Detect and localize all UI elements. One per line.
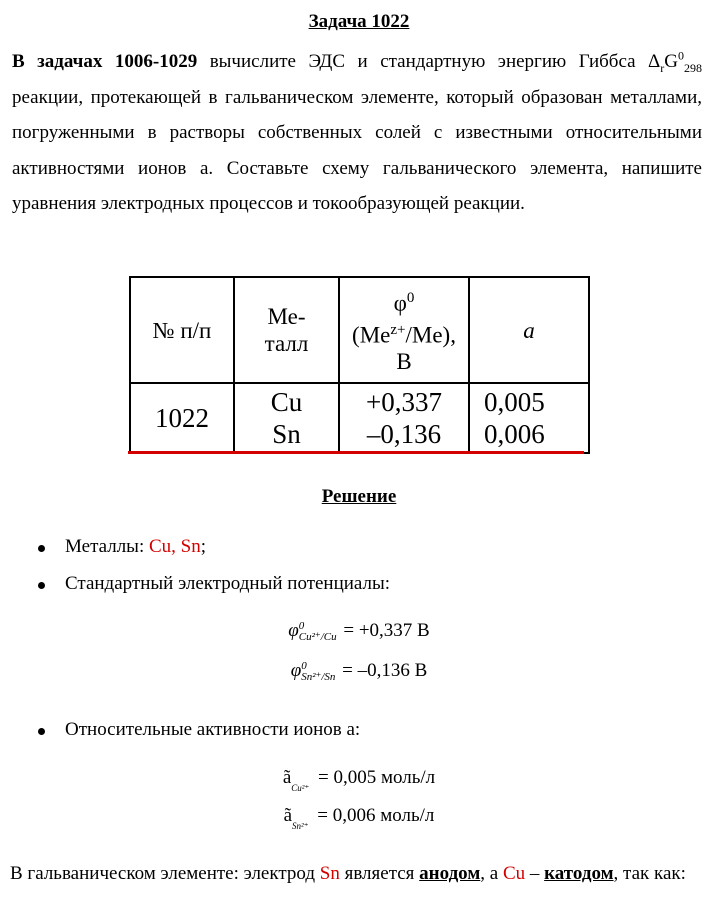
formula-phi-cu <box>0 620 718 643</box>
header-metal-line-1: Ме- <box>267 304 306 329</box>
problem-statement <box>12 44 702 222</box>
phi-cu-value: = +0,337 В <box>338 620 430 641</box>
cell-metal-cu: Cu <box>270 387 303 417</box>
header-phi-unit: В <box>396 349 412 375</box>
a-sn-sub: Sn²⁺ <box>292 821 309 831</box>
a-cu-sub: Cu²⁺ <box>291 783 310 793</box>
metals-end: ; <box>200 536 207 557</box>
conclusion-text-1: В гальваническом элементе: электрод <box>10 863 320 884</box>
cell-metal-sn: Sn <box>272 419 301 449</box>
cell-potentials <box>339 383 469 453</box>
header-phi-line <box>341 285 467 317</box>
solution-title: Решение <box>321 486 397 507</box>
phi-sn-sup: 0 <box>301 659 307 672</box>
header-phi-sup: 0 <box>406 289 415 306</box>
metals-label: Металлы: <box>65 536 149 557</box>
bullet-dot-icon <box>38 545 45 552</box>
gibbs-sub-298: 298 <box>684 60 703 75</box>
potentials-label: Стандартный электродный потенциалы: <box>65 573 391 594</box>
conclusion-text-2: является <box>339 863 420 884</box>
a-cu-symbol: ã <box>282 767 292 788</box>
gibbs-g: G <box>664 51 679 72</box>
phi-cu-sub: Cu²⁺/Cu <box>298 630 337 643</box>
statement-text-2: реакции, протекающей в гальваническом элементе, который образован металлами, погруженными в растворы собственных солей с известными относительными активностями ионов a. Составьте схему гальванического элемента, напишите уравнения электродных процессов и токообразующей реакции. <box>12 86 702 214</box>
formula-a-cu <box>0 767 718 794</box>
header-potential <box>339 277 469 383</box>
phi-sn-symbol: φ <box>290 660 302 681</box>
phi-cu-symbol: φ <box>288 620 299 641</box>
phi-sn-sub: Sn²⁺/Sn <box>301 670 336 683</box>
header-phi-z: z+ <box>390 321 406 338</box>
conclusion-cathode: катодом <box>544 863 614 884</box>
header-metal <box>234 277 339 383</box>
conclusion-text-5: , так как: <box>613 863 686 884</box>
gibbs-sub-r: r <box>660 60 665 75</box>
cell-phi-sn: –0,136 <box>366 419 442 449</box>
conclusion-anode: анодом <box>419 863 481 884</box>
statement-text-1: вычислите ЭДС и стандартную энергию Гиббса Δ <box>197 51 661 72</box>
bullet-dot-icon <box>38 582 45 589</box>
bullet-dot-icon <box>38 728 45 735</box>
cell-a-cu: 0,005 <box>484 387 545 417</box>
header-num: № п/п <box>130 277 234 383</box>
header-activity: a <box>469 277 589 383</box>
formula-phi-sn <box>0 660 718 683</box>
header-phi-me2: /Me), <box>405 322 456 348</box>
header-metal-line-2: талл <box>264 331 309 356</box>
cell-num: 1022 <box>130 383 234 453</box>
table-row <box>130 383 589 453</box>
data-table <box>129 276 590 454</box>
cell-metals <box>234 383 339 453</box>
activities-label: Относительные активности ионов а: <box>65 719 361 740</box>
conclusion-text-4: – <box>525 863 545 884</box>
conclusion-paragraph <box>10 856 704 891</box>
header-phi: φ <box>393 290 407 316</box>
cell-phi-cu: +0,337 <box>366 387 442 417</box>
gibbs-sup-0: 0 <box>678 48 685 63</box>
formula-a-sn <box>0 805 718 832</box>
cell-activities <box>469 383 589 453</box>
a-sn-symbol: ã <box>283 805 293 826</box>
a-sn-value: = 0,006 моль/л <box>312 805 435 826</box>
cell-a-sn: 0,006 <box>484 419 545 449</box>
header-phi-me: (Me <box>352 322 391 348</box>
conclusion-cu: Cu <box>502 863 526 884</box>
conclusion-sn: Sn <box>319 863 340 884</box>
metals-value: Cu, Sn <box>148 536 201 557</box>
header-phi-line-2 <box>341 317 467 349</box>
conclusion-text-3: , а <box>480 863 503 884</box>
a-cu-value: = 0,005 моль/л <box>313 767 436 788</box>
statement-bold-start: В задачах 1006-1029 <box>12 51 198 72</box>
problem-title: Задача 1022 <box>308 11 410 32</box>
table-header-row <box>130 277 589 383</box>
phi-sn-value: = –0,136 В <box>337 660 428 681</box>
table-bottom-red-line <box>128 451 584 454</box>
bullet-metals-text <box>65 536 206 558</box>
phi-cu-sup: 0 <box>298 619 305 632</box>
